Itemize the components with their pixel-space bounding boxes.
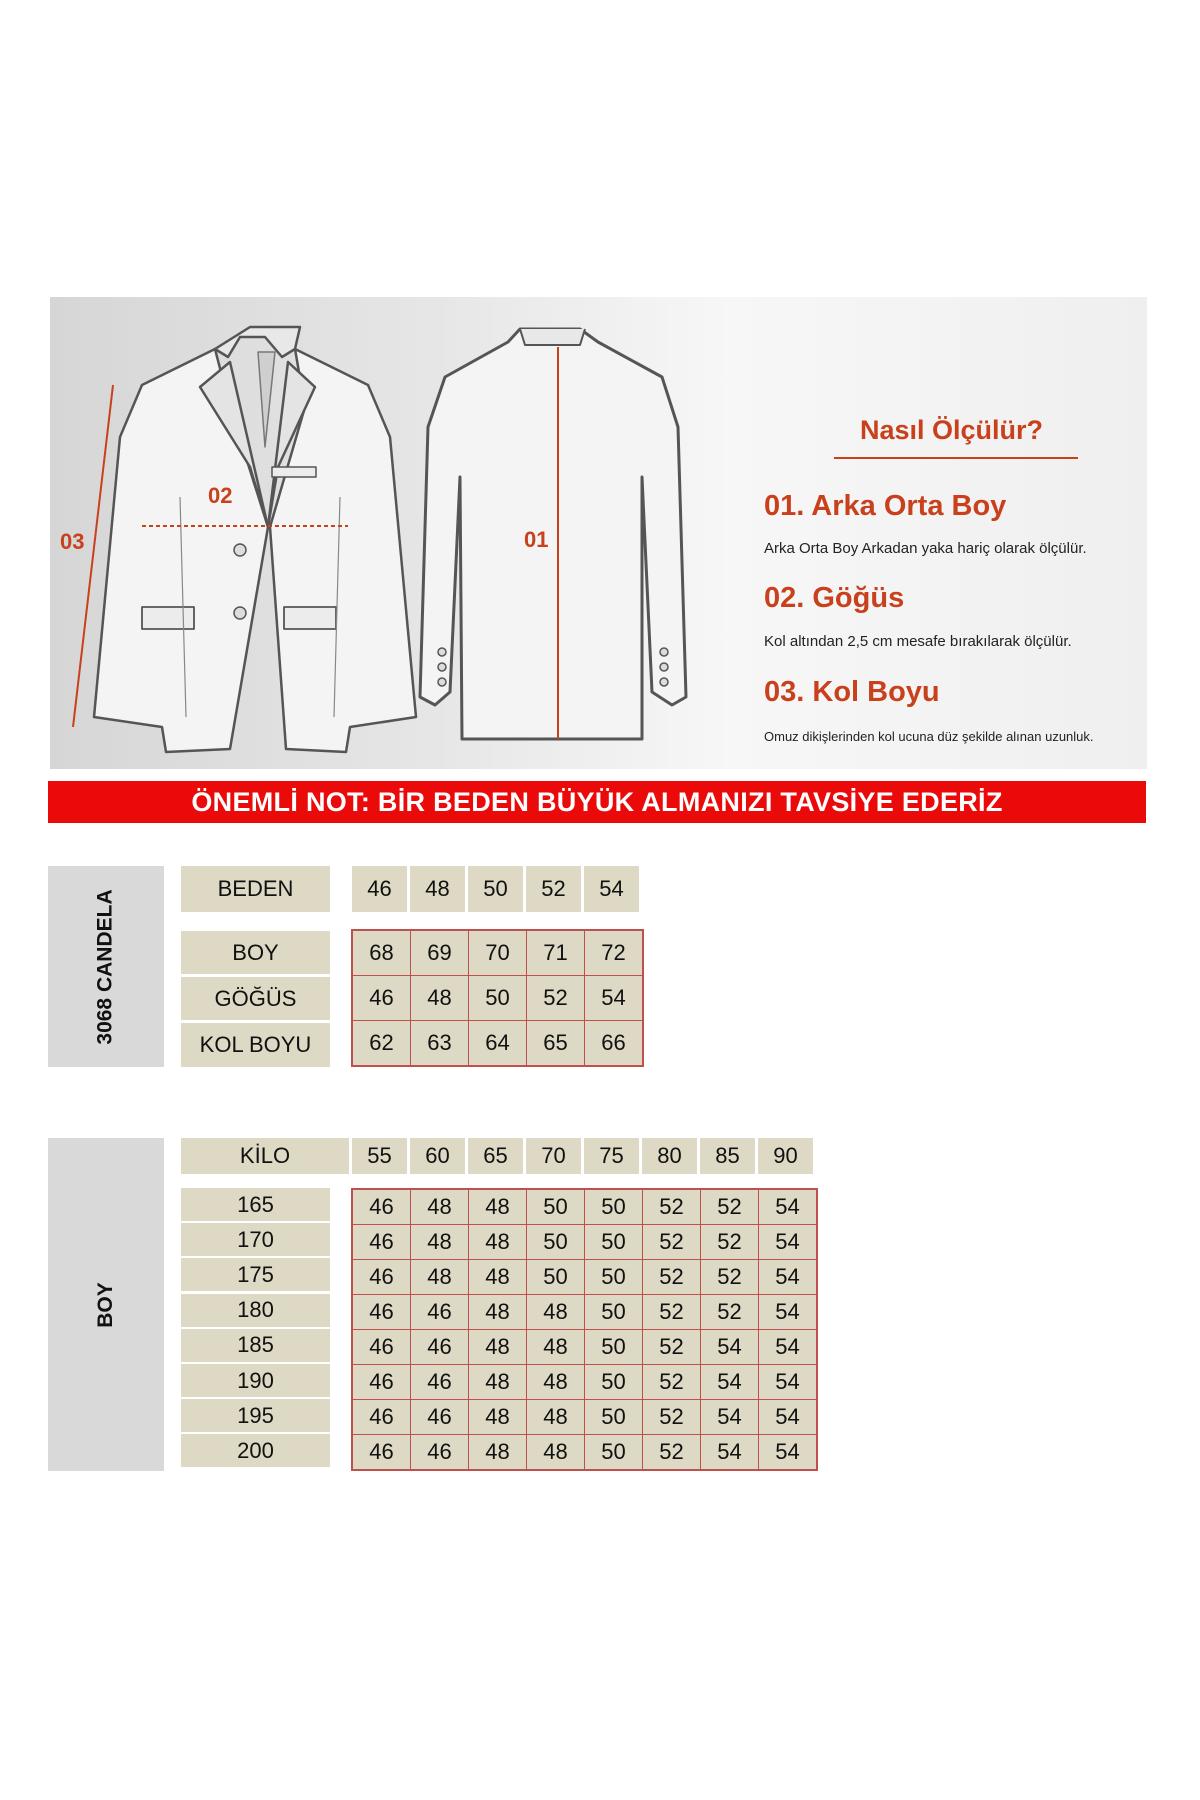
fit-size-cell: 50 — [585, 1295, 642, 1329]
height-row-label: 185 — [181, 1329, 330, 1362]
fit-size-cell: 50 — [585, 1190, 642, 1224]
fit-size-cell: 48 — [469, 1295, 526, 1329]
guide-title: Nasıl Ölçülür? — [860, 415, 1044, 445]
fit-size-cell: 48 — [469, 1400, 526, 1434]
fit-size-cell: 50 — [585, 1260, 642, 1294]
size-cell: 46 — [353, 976, 410, 1020]
fit-size-cell: 52 — [643, 1295, 700, 1329]
weight-header-row — [352, 1138, 813, 1174]
fit-size-cell: 52 — [643, 1225, 700, 1259]
fit-size-cell: 48 — [527, 1400, 584, 1434]
size-cell: 68 — [353, 931, 410, 975]
fit-size-cell: 46 — [353, 1400, 410, 1434]
fit-size-cell: 52 — [643, 1330, 700, 1364]
front-jacket-illustration — [94, 327, 416, 752]
fit-size-cell: 46 — [353, 1365, 410, 1399]
weight-header-cell: 55 — [352, 1138, 407, 1174]
fit-size-cell: 48 — [527, 1295, 584, 1329]
fit-size-cell: 46 — [353, 1330, 410, 1364]
fit-size-cell: 50 — [585, 1400, 642, 1434]
size-header-cell: 54 — [584, 866, 639, 912]
size-header-cell: 48 — [410, 866, 465, 912]
fit-size-cell: 50 — [585, 1225, 642, 1259]
size-cell: 66 — [585, 1021, 642, 1065]
height-row-label: 200 — [181, 1434, 330, 1467]
size-cell: 65 — [527, 1021, 584, 1065]
fit-size-cell: 46 — [411, 1365, 468, 1399]
chest-label: 02 — [208, 483, 233, 508]
fit-size-cell: 52 — [643, 1190, 700, 1224]
fit-size-cell: 48 — [527, 1365, 584, 1399]
fit-size-cell: 54 — [759, 1190, 816, 1224]
guide-title-underline — [834, 457, 1078, 459]
fit-size-cell: 50 — [585, 1365, 642, 1399]
measurement-guide — [50, 297, 1147, 769]
fit-size-cell: 46 — [353, 1190, 410, 1224]
size-measurements-grid — [351, 929, 644, 1067]
step-3-heading: 03. Kol Boyu — [764, 676, 940, 708]
weight-header-cell: 65 — [468, 1138, 523, 1174]
fit-size-cell: 54 — [759, 1330, 816, 1364]
fit-size-cell: 46 — [411, 1330, 468, 1364]
back-jacket-illustration — [420, 329, 686, 739]
jacket-illustrations — [50, 297, 1147, 769]
step-1-heading: 01. Arka Orta Boy — [764, 490, 1007, 522]
fit-size-cell: 52 — [643, 1400, 700, 1434]
step-2-description: Kol altından 2,5 cm mesafe bırakılarak ölçülür. — [764, 633, 1072, 650]
fit-size-cell: 48 — [469, 1190, 526, 1224]
height-row-label: 175 — [181, 1258, 330, 1291]
size-header-cell: 52 — [526, 866, 581, 912]
size-cell: 50 — [469, 976, 526, 1020]
size-table-sidebar — [48, 866, 164, 1067]
size-cell: 64 — [469, 1021, 526, 1065]
fit-size-cell: 54 — [759, 1435, 816, 1469]
fit-size-cell: 50 — [585, 1330, 642, 1364]
fit-size-cell: 54 — [759, 1225, 816, 1259]
fit-size-cell: 54 — [701, 1400, 758, 1434]
fit-size-cell: 50 — [527, 1190, 584, 1224]
weight-header-cell: 85 — [700, 1138, 755, 1174]
size-table-model-label: 3068 CANDELA — [94, 888, 117, 1045]
fit-size-cell: 48 — [469, 1365, 526, 1399]
fit-size-cell: 52 — [643, 1365, 700, 1399]
fit-size-cell: 48 — [411, 1260, 468, 1294]
fit-size-cell: 48 — [527, 1435, 584, 1469]
size-cell: 72 — [585, 931, 642, 975]
back-length-label: 01 — [524, 527, 549, 552]
size-header-cell: 46 — [352, 866, 407, 912]
fit-size-cell: 48 — [411, 1225, 468, 1259]
size-header-label: BEDEN — [181, 866, 330, 912]
fit-size-cell: 54 — [759, 1295, 816, 1329]
fit-size-cell: 46 — [353, 1295, 410, 1329]
fit-size-cell: 48 — [469, 1260, 526, 1294]
fit-size-cell: 46 — [353, 1225, 410, 1259]
fit-size-cell: 48 — [411, 1190, 468, 1224]
fit-table-height-label: BOY — [93, 1281, 117, 1328]
fit-size-cell: 46 — [411, 1295, 468, 1329]
weight-header-label: KİLO — [181, 1138, 349, 1174]
important-note-banner: ÖNEMLİ NOT: BİR BEDEN BÜYÜK ALMANIZI TAVSİYE EDERİZ — [48, 781, 1146, 823]
fit-size-cell: 52 — [643, 1435, 700, 1469]
fit-size-cell: 48 — [527, 1330, 584, 1364]
height-row-label: 180 — [181, 1294, 330, 1327]
size-cell: 70 — [469, 931, 526, 975]
height-row-label: 165 — [181, 1188, 330, 1221]
fit-size-cell: 54 — [701, 1365, 758, 1399]
fit-size-cell: 52 — [701, 1260, 758, 1294]
fit-size-cell: 54 — [759, 1260, 816, 1294]
fit-table-sidebar — [48, 1138, 164, 1471]
weight-header-cell: 75 — [584, 1138, 639, 1174]
size-cell: 54 — [585, 976, 642, 1020]
weight-header-cell: 90 — [758, 1138, 813, 1174]
size-cell: 69 — [411, 931, 468, 975]
fit-size-cell: 48 — [469, 1435, 526, 1469]
weight-header-cell: 60 — [410, 1138, 465, 1174]
step-3-description: Omuz dikişlerinden kol ucuna düz şekilde alınan uzunluk. — [764, 729, 1094, 744]
fit-size-cell: 52 — [701, 1295, 758, 1329]
fit-size-cell: 52 — [701, 1225, 758, 1259]
fit-size-cell: 50 — [527, 1225, 584, 1259]
row-label-gogus: GÖĞÜS — [181, 977, 330, 1020]
fit-size-cell: 46 — [411, 1435, 468, 1469]
size-cell: 62 — [353, 1021, 410, 1065]
row-label-kol-boyu: KOL BOYU — [181, 1023, 330, 1067]
fit-size-cell: 46 — [353, 1435, 410, 1469]
size-cell: 63 — [411, 1021, 468, 1065]
size-header-row — [352, 866, 639, 912]
fit-size-cell: 54 — [759, 1400, 816, 1434]
fit-size-cell: 48 — [469, 1330, 526, 1364]
weight-header-cell: 70 — [526, 1138, 581, 1174]
size-cell: 71 — [527, 931, 584, 975]
fit-size-cell: 50 — [527, 1260, 584, 1294]
fit-size-cell: 54 — [701, 1330, 758, 1364]
step-1-description: Arka Orta Boy Arkadan yaka hariç olarak ölçülür. — [764, 540, 1087, 557]
size-header-cell: 50 — [468, 866, 523, 912]
height-row-label: 195 — [181, 1399, 330, 1432]
fit-size-cell: 50 — [585, 1435, 642, 1469]
size-cell: 48 — [411, 976, 468, 1020]
fit-size-cell: 46 — [411, 1400, 468, 1434]
weight-header-cell: 80 — [642, 1138, 697, 1174]
fit-size-cell: 54 — [759, 1365, 816, 1399]
fit-size-cell: 46 — [353, 1260, 410, 1294]
fit-size-cell: 54 — [701, 1435, 758, 1469]
height-row-label: 170 — [181, 1223, 330, 1256]
step-2-heading: 02. Göğüs — [764, 582, 905, 614]
fit-size-cell: 52 — [701, 1190, 758, 1224]
fit-size-cell: 48 — [469, 1225, 526, 1259]
height-row-label: 190 — [181, 1364, 330, 1397]
size-cell: 52 — [527, 976, 584, 1020]
row-label-boy: BOY — [181, 931, 330, 974]
fit-size-grid — [351, 1188, 818, 1471]
fit-size-cell: 52 — [643, 1260, 700, 1294]
sleeve-length-label: 03 — [60, 529, 85, 554]
